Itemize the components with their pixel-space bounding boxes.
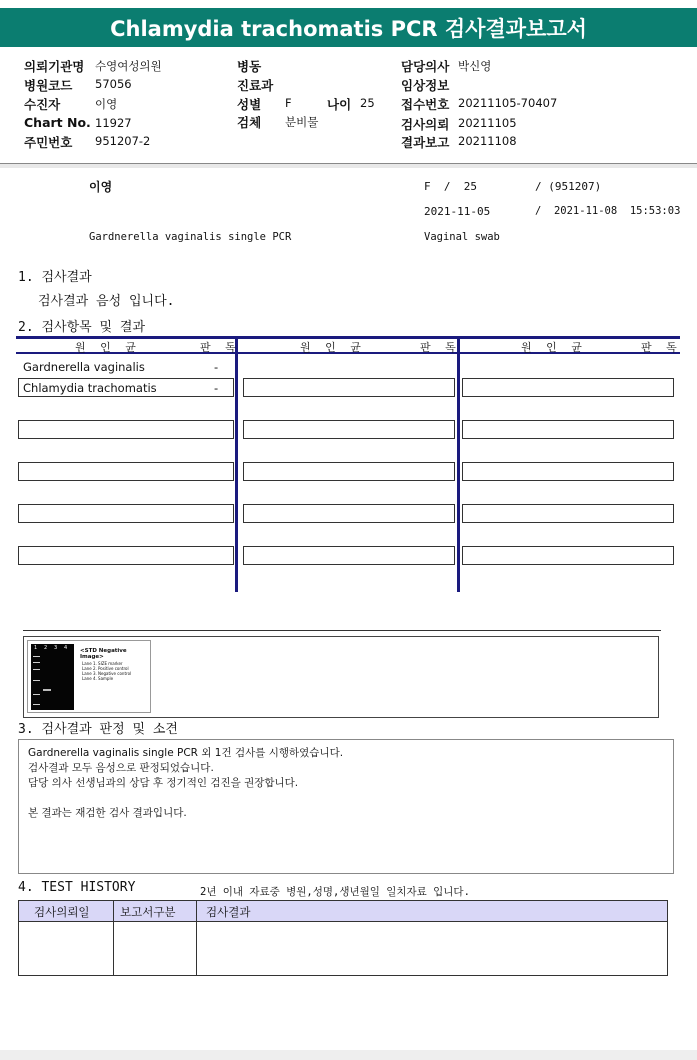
patient-birth: / (951207) (535, 180, 602, 193)
history-col-divider (113, 901, 114, 975)
patient-test-name: Gardnerella vaginalis single PCR (89, 231, 292, 243)
label-age: 나이 (327, 97, 352, 112)
patient-specimen: Vaginal swab (424, 231, 500, 243)
result-cell (462, 462, 674, 481)
table-col-divider-2 (457, 339, 460, 592)
gel-lane-label: 3 (54, 645, 58, 651)
findings-line: 본 결과는 재검한 검사 결과입니다. (28, 807, 187, 819)
gel-photo (31, 644, 74, 710)
patient-sex-age: F / 25 (424, 180, 477, 193)
gel-lane-label: 4 (64, 645, 68, 651)
value-specimen: 분비물 (285, 115, 319, 129)
col-header-pathogen-3: 원 인 균 (521, 341, 588, 354)
value-hospital-code: 57056 (95, 77, 132, 91)
gel-legend-item: Lane 3. Negative control (82, 671, 132, 676)
section1-title: 1. 검사결과 (18, 270, 92, 285)
gel-image-title: <STD Negative Image> (80, 648, 127, 660)
label-chart-no: Chart No. (24, 115, 91, 130)
gel-top-rule (23, 630, 661, 631)
pathogen-result: - (214, 360, 219, 374)
label-clinical-info: 임상정보 (401, 78, 450, 93)
gel-image (27, 640, 151, 713)
gel-legend-item: Lane 1. SIZE marker (82, 661, 123, 666)
col-header-result-1: 판 독 (200, 341, 242, 354)
gel-legend-item: Lane 2. Positive control (82, 666, 129, 671)
result-cell (243, 420, 455, 439)
value-sex: F (285, 96, 292, 110)
label-doctor: 담당의사 (401, 59, 450, 74)
history-note: 2년 이내 자료중 병원,성명,생년월일 일치자료 입니다. (200, 886, 470, 898)
findings-line: 담당 의사 선생님과의 상담 후 정기적인 검진을 권장합니다. (28, 777, 299, 789)
pathogen-result: - (214, 381, 219, 395)
section2-title: 2. 검사항목 및 결과 (18, 320, 146, 335)
findings-box (18, 739, 674, 874)
history-table (18, 900, 668, 976)
result-cell (462, 504, 674, 523)
section3-title: 3. 검사결과 판정 및 소견 (18, 722, 178, 737)
history-col-result: 검사결과 (206, 905, 251, 919)
gel-lane-label: 1 (34, 645, 38, 651)
history-col-report-type: 보고서구분 (120, 905, 176, 919)
col-header-result-2: 판 독 (420, 341, 462, 354)
label-department: 진료과 (237, 78, 274, 93)
label-specimen: 검체 (237, 115, 262, 130)
patient-name: 이영 (89, 180, 113, 194)
col-header-pathogen-1: 원 인 균 (75, 341, 142, 354)
result-cell (243, 546, 455, 565)
history-col-request-date: 검사의뢰일 (34, 905, 90, 919)
history-col-divider (196, 901, 197, 975)
label-report-date: 결과보고 (401, 135, 450, 150)
findings-line: Gardnerella vaginalis single PCR 외 1건 검사를 시행하였습니다. (28, 747, 344, 759)
patient-request-date: 2021-11-05 (424, 205, 491, 218)
findings-line (28, 791, 664, 806)
result-cell (18, 504, 234, 523)
value-resident-number: 951207-2 (95, 134, 151, 148)
section4-title: 4. TEST HISTORY (18, 880, 136, 895)
result-cell (18, 462, 234, 481)
pathogen-name: Gardnerella vaginalis (23, 360, 145, 374)
result-cell (18, 546, 234, 565)
value-accession-no: 20211105-70407 (458, 96, 558, 110)
report-title: Chlamydia trachomatis PCR 검사결과보고서 (0, 8, 697, 47)
result-cell (462, 546, 674, 565)
gel-band (33, 694, 40, 695)
label-request-date: 검사의뢰 (401, 117, 450, 132)
gel-band (33, 669, 40, 670)
gel-legend (82, 661, 131, 681)
label-ward: 병동 (237, 59, 262, 74)
value-request-date: 20211105 (458, 116, 517, 130)
value-patient: 이영 (95, 97, 118, 111)
gel-band (33, 656, 40, 657)
label-hospital-code: 병원코드 (24, 78, 73, 93)
gel-band (33, 662, 40, 663)
result-cell (243, 504, 455, 523)
header-divider-shadow (0, 164, 697, 168)
patient-report-datetime: / 2021-11-08 15:53:03 (535, 205, 681, 217)
label-resident-number: 주민번호 (24, 135, 73, 150)
gel-legend-item: Lane 4. Sample (82, 676, 114, 681)
gel-band (33, 704, 40, 705)
result-cell (18, 420, 234, 439)
findings-line: 검사결과 모두 음성으로 판정되었습니다. (28, 762, 214, 774)
result-cell (462, 420, 674, 439)
label-sex: 성별 (237, 97, 262, 112)
col-header-pathogen-2: 원 인 균 (300, 341, 367, 354)
result-cell (243, 378, 455, 397)
value-chart-no: 11927 (95, 116, 132, 130)
result-cell (462, 378, 674, 397)
pathogen-name: Chlamydia trachomatis (23, 381, 157, 395)
gel-lane-label: 2 (44, 645, 48, 651)
label-accession-no: 접수번호 (401, 97, 450, 112)
value-requesting-institution: 수영여성의원 (95, 59, 162, 73)
history-header (19, 901, 667, 922)
label-requesting-institution: 의뢰기관명 (24, 59, 85, 74)
col-header-result-3: 판 독 (641, 341, 683, 354)
result-cell (243, 462, 455, 481)
gel-band (43, 689, 51, 691)
gel-band (33, 680, 40, 681)
section1-result: 검사결과 음성 입니다. (38, 294, 175, 309)
table-col-divider-1 (235, 339, 238, 592)
value-doctor: 박신영 (458, 59, 492, 73)
label-patient: 수진자 (24, 97, 61, 112)
value-age: 25 (360, 96, 375, 110)
bottom-strip (0, 1050, 697, 1060)
value-report-date: 20211108 (458, 134, 517, 148)
